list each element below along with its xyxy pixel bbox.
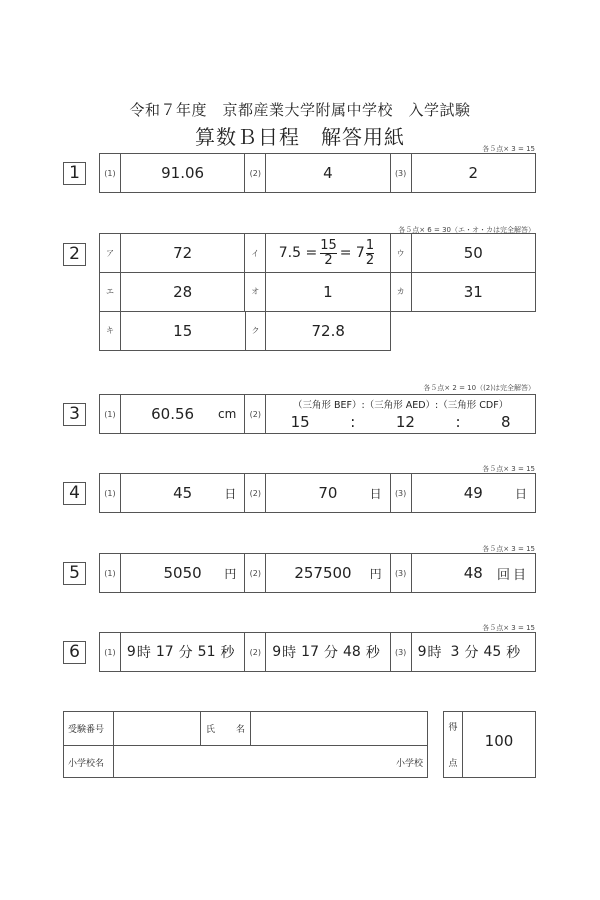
- name-field[interactable]: [251, 712, 427, 745]
- q2-score-note: 各５点× 6 = 30（エ・オ・カは完全解答）: [398, 226, 535, 234]
- sheet-title: 算数Ｂ日程 解答用紙: [195, 125, 405, 149]
- score-label: [444, 712, 463, 777]
- q6-number: 6: [63, 641, 86, 664]
- q3-ratio-cdf: 8: [501, 413, 511, 431]
- q6-1-minute: 17: [155, 644, 174, 660]
- q1-answer-row: [99, 153, 536, 193]
- q3-ratio-header: （三角形 BEF）:（三角形 AED）:（三角形 CDF）: [293, 400, 509, 411]
- exam-title: 令和７年度 京都産業大学附属中学校 入学試験: [129, 101, 471, 119]
- name-label: [201, 712, 251, 745]
- q5-answer-row: [99, 553, 536, 593]
- q5-label-2: (2): [245, 554, 266, 592]
- q2-number: 2: [63, 243, 86, 266]
- q5-answer-2-value: 257500: [294, 564, 352, 582]
- q4-label-3: (3): [391, 474, 412, 512]
- q2-answer-u[interactable]: 50: [463, 244, 483, 262]
- info-row-1: [64, 712, 427, 746]
- q4-answer-2[interactable]: [266, 474, 390, 512]
- q4-answer-3-unit: 日: [514, 486, 527, 501]
- q2-row-3: [99, 311, 391, 351]
- q4-answer-1-value: 45: [173, 484, 193, 502]
- q2-label-u: ウ: [391, 234, 412, 272]
- q6-3-hour-unit: 時: [427, 645, 442, 661]
- q6-2-hour-unit: 時: [282, 645, 297, 661]
- info-row-2: [64, 746, 427, 778]
- q5-label-3: (3): [391, 554, 412, 592]
- q4-answer-2-unit: 日: [369, 486, 382, 501]
- q3-label-1: (1): [100, 395, 121, 433]
- q6-3-second-unit: 秒: [506, 645, 521, 661]
- q2-answer-ki[interactable]: 15: [121, 311, 246, 350]
- q4-answer-3-value: 49: [463, 484, 483, 502]
- q2-answer-e[interactable]: 28: [121, 272, 245, 311]
- q2-i-frac2-denominator: 2: [365, 252, 375, 268]
- q5-answer-3[interactable]: [412, 554, 535, 592]
- q6-1-hour-unit: 時: [136, 645, 151, 661]
- q6-2-hour: 9: [272, 644, 282, 660]
- q6-answer-row: [99, 632, 536, 672]
- q1-answer-3[interactable]: 2: [468, 164, 479, 182]
- q5-answer-1-value: 5050: [163, 564, 202, 582]
- q2-i-prefix: 7.5 =: [278, 245, 318, 261]
- q3-ratio-sep-2: :: [455, 413, 461, 431]
- q5-answer-3-unit: 回目: [496, 567, 529, 583]
- score-label-1: 得: [448, 723, 458, 733]
- q2-label-ki: キ: [100, 311, 121, 350]
- q2-label-ka: カ: [391, 272, 412, 311]
- q3-label-2: (2): [245, 395, 266, 433]
- q2-i-mid: = 7: [339, 245, 365, 261]
- score-box: [443, 711, 536, 778]
- name-label-2: 名: [235, 725, 245, 735]
- school-suffix: 小学校: [395, 758, 423, 769]
- q4-answer-1-unit: 日: [224, 486, 237, 501]
- q5-answer-2-unit: 円: [369, 566, 382, 581]
- q3-answer-1[interactable]: [121, 395, 245, 433]
- q2-i-fraction-1: [320, 239, 337, 268]
- q1-answer-1[interactable]: 91.06: [121, 154, 245, 192]
- q2-answer-o[interactable]: 1: [266, 272, 390, 311]
- q6-label-3: (3): [391, 633, 412, 671]
- q6-label-2: (2): [245, 633, 266, 671]
- q6-1-hour: 9: [126, 644, 136, 660]
- q4-score-note: 各５点× 3 = 15: [482, 465, 535, 473]
- q6-3-hour: 9: [417, 644, 427, 660]
- examinee-info-box: [63, 711, 428, 778]
- q3-ratio-bef: 15: [290, 413, 310, 431]
- q6-answer-1[interactable]: [121, 633, 245, 671]
- q3-answer-1-unit: cm: [218, 407, 237, 421]
- q5-label-1: (1): [100, 554, 121, 592]
- q2-row-2: [99, 272, 536, 312]
- school-field[interactable]: [114, 746, 427, 778]
- q5-answer-3-value: 48: [463, 564, 483, 582]
- q4-number: 4: [63, 482, 86, 505]
- q3-ratio-values: [291, 413, 511, 431]
- q1-label-3: (3): [391, 154, 412, 192]
- q6-2-minute-unit: 分: [324, 645, 338, 661]
- q2-i-frac2-numerator: 1: [365, 237, 375, 253]
- exam-number-label: 受験番号: [64, 712, 114, 745]
- q4-label-2: (2): [245, 474, 266, 512]
- q2-answer-ka[interactable]: 31: [463, 282, 483, 301]
- q3-ratio-sep-1: :: [350, 413, 356, 431]
- q5-answer-1[interactable]: [121, 554, 245, 592]
- q1-answer-2[interactable]: 4: [266, 154, 390, 192]
- q3-answer-1-value: 60.56: [151, 405, 195, 423]
- q2-answer-ku[interactable]: 72.8: [311, 321, 345, 340]
- q2-label-a: ア: [100, 234, 121, 272]
- q1-label-1: (1): [100, 154, 121, 192]
- q6-2-second: 48: [343, 644, 361, 660]
- q2-i-fraction-2: [366, 239, 374, 268]
- q6-answer-3[interactable]: [412, 633, 535, 671]
- q4-answer-3[interactable]: [412, 474, 535, 512]
- q2-label-i: イ: [245, 234, 266, 272]
- score-label-2: 点: [448, 759, 458, 769]
- q1-score-note: 各５点× 3 = 15: [482, 145, 535, 153]
- q1-label-2: (2): [245, 154, 266, 192]
- q6-label-1: (1): [100, 633, 121, 671]
- q3-ratio-aed: 12: [395, 413, 415, 431]
- q5-number: 5: [63, 562, 86, 585]
- q6-1-second: 51: [197, 644, 216, 660]
- q6-answer-2[interactable]: [266, 633, 390, 671]
- q2-i-frac1-numerator: 15: [320, 237, 337, 253]
- q6-3-minute-unit: 分: [464, 645, 479, 661]
- q3-answer-2[interactable]: [266, 395, 535, 433]
- q2-i-frac1-denominator: 2: [324, 252, 333, 268]
- score-value: 100: [484, 731, 514, 750]
- q6-3-minute: 3: [450, 644, 460, 660]
- q6-1-minute-unit: 分: [178, 645, 193, 661]
- q5-score-note: 各５点× 3 = 15: [482, 545, 535, 553]
- q4-answer-1[interactable]: [121, 474, 245, 512]
- q5-answer-2[interactable]: [266, 554, 390, 592]
- q6-score-note: 各５点× 3 = 15: [482, 624, 535, 632]
- q2-row-1: [99, 233, 536, 273]
- q4-label-1: (1): [100, 474, 121, 512]
- q1-number: 1: [63, 162, 86, 185]
- q2-label-e: エ: [100, 272, 121, 311]
- q6-1-second-unit: 秒: [220, 645, 235, 661]
- q3-number: 3: [63, 403, 86, 426]
- q6-2-minute: 17: [301, 644, 319, 660]
- school-label: 小学校名: [64, 746, 114, 778]
- q2-label-o: オ: [245, 272, 266, 311]
- name-label-1: 氏: [206, 725, 216, 735]
- q2-answer-i[interactable]: [266, 234, 390, 272]
- q4-answer-row: [99, 473, 536, 513]
- q6-2-second-unit: 秒: [365, 645, 380, 661]
- q5-answer-1-unit: 円: [224, 566, 237, 581]
- q3-score-note: 各５点× 2 = 10（(2)は完全解答）: [423, 384, 535, 392]
- q2-label-ku: ク: [246, 311, 267, 350]
- q4-answer-2-value: 70: [318, 484, 338, 502]
- exam-number-field[interactable]: [114, 712, 201, 745]
- q6-3-second: 45: [483, 644, 502, 660]
- q2-answer-a[interactable]: 72: [121, 234, 245, 272]
- q3-answer-row: [99, 394, 536, 434]
